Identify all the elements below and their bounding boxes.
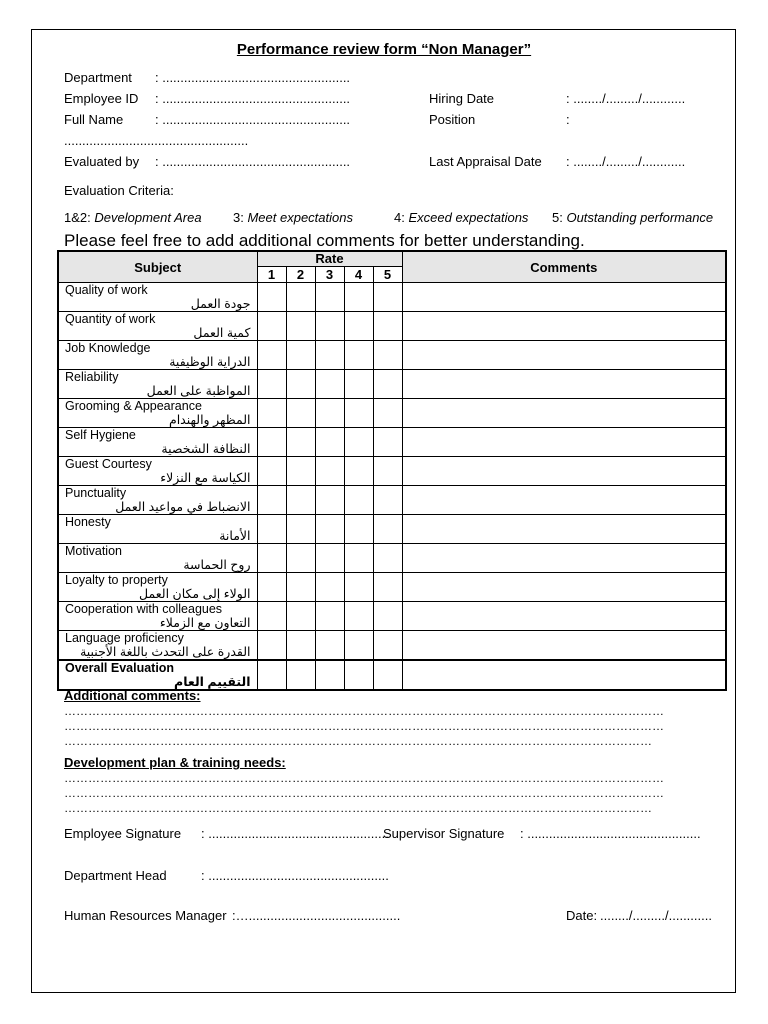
subject-english: Self Hygiene (65, 428, 136, 442)
employee-id-field[interactable]: : .................................................... (155, 91, 351, 106)
subject-cell (58, 312, 257, 341)
subject-arabic: الدراية الوظيفية (169, 355, 251, 369)
comment-cell[interactable] (402, 660, 726, 690)
date-label: Date: (566, 908, 598, 923)
subject-cell (58, 660, 257, 690)
comment-cell[interactable] (402, 457, 726, 486)
position-label: Position (429, 112, 476, 127)
rate-cell-4[interactable] (344, 341, 373, 370)
subject-arabic: الانضباط في مواعيد العمل (115, 500, 251, 514)
rate-cell-1[interactable] (257, 573, 286, 602)
subject-english: Job Knowledge (65, 341, 151, 355)
department-head-field[interactable]: : .................................................. (201, 868, 389, 883)
subject-arabic: جودة العمل (190, 297, 251, 311)
rate-cell-1[interactable] (257, 602, 286, 631)
rate-cell-5[interactable] (373, 428, 402, 457)
development-plan-line-3[interactable]: ………………………………………………………………………………………………………………………………… (64, 801, 652, 815)
rate-cell-3[interactable] (315, 312, 344, 341)
table-row (58, 312, 726, 341)
rate-cell-5[interactable] (373, 283, 402, 312)
rate-col-3: 3 (315, 267, 344, 283)
subject-english: Language proficiency (65, 631, 184, 645)
subject-arabic: الكياسة مع النزلاء (160, 471, 251, 485)
table-row (58, 283, 726, 312)
subject-arabic: كمية العمل (193, 326, 251, 340)
table-row (58, 602, 726, 631)
rate-cell-5[interactable] (373, 515, 402, 544)
development-plan-heading: Development plan & training needs: (64, 755, 286, 770)
evaluated-by-field[interactable]: : .................................................... (155, 154, 351, 169)
rate-cell-3[interactable] (315, 602, 344, 631)
rate-cell-4[interactable] (344, 660, 373, 690)
rate-cell-3[interactable] (315, 341, 344, 370)
subject-arabic: التقييم العام (174, 675, 251, 689)
subject-cell (58, 428, 257, 457)
rate-cell-1[interactable] (257, 544, 286, 573)
rate-cell-1[interactable] (257, 631, 286, 661)
date-field[interactable]: ......../........./............ (600, 908, 712, 923)
department-field[interactable]: : .................................................... (155, 70, 351, 85)
rate-cell-5[interactable] (373, 631, 402, 661)
criteria-key: 5: (552, 210, 563, 225)
subject-english: Honesty (65, 515, 111, 529)
subject-arabic: النظافة الشخصية (161, 442, 251, 456)
rate-cell-1[interactable] (257, 486, 286, 515)
criteria-text: Outstanding performance (566, 210, 714, 225)
form-title: Performance review form “Non Manager” (236, 41, 532, 58)
subject-english: Quantity of work (65, 312, 156, 326)
supervisor-signature-label: Supervisor Signature (383, 826, 505, 841)
comment-cell[interactable] (402, 428, 726, 457)
rate-cell-5[interactable] (373, 457, 402, 486)
rate-cell-2[interactable] (286, 573, 315, 602)
criteria-item-5 (552, 210, 713, 225)
subject-arabic: المظهر والهندام (168, 413, 251, 427)
subject-cell (58, 399, 257, 428)
rate-cell-1[interactable] (257, 428, 286, 457)
comment-cell[interactable] (402, 312, 726, 341)
rate-cell-1[interactable] (257, 515, 286, 544)
subject-cell (58, 341, 257, 370)
subject-english: Overall Evaluation (65, 661, 175, 675)
rate-cell-2[interactable] (286, 283, 315, 312)
rate-cell-4[interactable] (344, 457, 373, 486)
rate-cell-2[interactable] (286, 544, 315, 573)
table-row (58, 457, 726, 486)
department-head-label: Department Head (64, 868, 167, 883)
rate-cell-3[interactable] (315, 457, 344, 486)
comments-header: Comments (402, 251, 726, 283)
rate-cell-4[interactable] (344, 486, 373, 515)
comment-cell[interactable] (402, 602, 726, 631)
subject-cell (58, 515, 257, 544)
comments-notice: Please feel free to add additional comments for better understanding. (64, 231, 585, 250)
rate-cell-2[interactable] (286, 312, 315, 341)
rate-cell-5[interactable] (373, 660, 402, 690)
position-field[interactable]: : (566, 112, 570, 127)
criteria-item-3 (233, 210, 353, 225)
rating-table (57, 250, 727, 691)
table-row (58, 399, 726, 428)
table-row (58, 631, 726, 661)
rate-cell-3[interactable] (315, 283, 344, 312)
subject-header: Subject (58, 251, 257, 283)
comment-cell[interactable] (402, 631, 726, 661)
rate-cell-5[interactable] (373, 370, 402, 399)
criteria-text: Meet expectations (247, 210, 353, 225)
rate-cell-5[interactable] (373, 602, 402, 631)
rate-cell-3[interactable] (315, 428, 344, 457)
rate-cell-2[interactable] (286, 341, 315, 370)
rate-col-1: 1 (257, 267, 286, 283)
employee-signature-field[interactable]: : .................................................. (201, 826, 389, 841)
criteria-item-4 (394, 210, 528, 225)
subject-cell (58, 602, 257, 631)
rate-cell-4[interactable] (344, 631, 373, 661)
criteria-text: Development Area (94, 210, 202, 225)
rate-cell-3[interactable] (315, 573, 344, 602)
rate-cell-3[interactable] (315, 399, 344, 428)
subject-cell (58, 544, 257, 573)
rate-cell-2[interactable] (286, 660, 315, 690)
evaluated-by-label: Evaluated by (64, 154, 140, 169)
rate-cell-4[interactable] (344, 283, 373, 312)
table-row (58, 544, 726, 573)
last-appraisal-field[interactable]: : ......../........./............ (566, 154, 686, 169)
overall-evaluation-row (58, 660, 726, 690)
full-name-label: Full Name (64, 112, 124, 127)
comment-cell[interactable] (402, 573, 726, 602)
rate-col-4: 4 (344, 267, 373, 283)
rate-cell-1[interactable] (257, 370, 286, 399)
criteria-text: Exceed expectations (408, 210, 529, 225)
additional-comments-line-3[interactable]: ………………………………………………………………………………………………………………………………… (64, 734, 652, 748)
rate-cell-3[interactable] (315, 515, 344, 544)
table-row (58, 573, 726, 602)
rate-cell-3[interactable] (315, 370, 344, 399)
rate-cell-2[interactable] (286, 428, 315, 457)
supervisor-signature-field[interactable]: : ................................................ (520, 826, 701, 841)
comment-cell[interactable] (402, 399, 726, 428)
rate-cell-2[interactable] (286, 515, 315, 544)
full-name-field[interactable]: : .................................................... (155, 112, 351, 127)
rate-cell-3[interactable] (315, 631, 344, 661)
rate-cell-2[interactable] (286, 602, 315, 631)
rate-cell-4[interactable] (344, 312, 373, 341)
rate-cell-3[interactable] (315, 544, 344, 573)
rate-col-2: 2 (286, 267, 315, 283)
rate-cell-4[interactable] (344, 544, 373, 573)
table-row (58, 515, 726, 544)
rate-cell-5[interactable] (373, 573, 402, 602)
subject-cell (58, 631, 257, 661)
comment-cell[interactable] (402, 341, 726, 370)
hr-manager-field[interactable]: :….......................................... (232, 908, 401, 923)
rate-cell-5[interactable] (373, 486, 402, 515)
comment-cell[interactable] (402, 370, 726, 399)
rate-cell-1[interactable] (257, 341, 286, 370)
subject-arabic: روح الحماسة (183, 558, 251, 572)
employee-id-label: Employee ID (64, 91, 139, 106)
subject-english: Reliability (65, 370, 119, 384)
development-plan-line-2[interactable]: …………………………………………………………………………………………………………………………………… (64, 786, 664, 800)
rate-cell-2[interactable] (286, 486, 315, 515)
table-row (58, 486, 726, 515)
subject-english: Quality of work (65, 283, 148, 297)
subject-cell (58, 283, 257, 312)
subject-arabic: الأمانة (219, 529, 251, 543)
rate-cell-5[interactable] (373, 544, 402, 573)
subject-cell (58, 457, 257, 486)
rate-cell-1[interactable] (257, 312, 286, 341)
rate-cell-2[interactable] (286, 399, 315, 428)
criteria-key: 1&2: (64, 210, 91, 225)
comment-cell[interactable] (402, 515, 726, 544)
comment-cell[interactable] (402, 544, 726, 573)
rate-cell-4[interactable] (344, 602, 373, 631)
rate-cell-5[interactable] (373, 312, 402, 341)
rate-cell-1[interactable] (257, 283, 286, 312)
rate-cell-2[interactable] (286, 631, 315, 661)
subject-arabic: الولاء إلى مكان العمل (139, 587, 251, 601)
table-row (58, 341, 726, 370)
rate-cell-2[interactable] (286, 457, 315, 486)
subject-english: Guest Courtesy (65, 457, 152, 471)
employee-signature-label: Employee Signature (64, 826, 182, 841)
rate-cell-5[interactable] (373, 341, 402, 370)
subject-cell (58, 573, 257, 602)
subject-arabic: التعاون مع الزملاء (159, 616, 251, 630)
subject-english: Loyalty to property (65, 573, 168, 587)
development-plan-line-1[interactable]: …………………………………………………………………………………………………………………………………… (64, 771, 664, 785)
subject-english: Cooperation with colleagues (65, 602, 223, 616)
rate-header: Rate (257, 251, 402, 267)
rate-cell-4[interactable] (344, 515, 373, 544)
rate-cell-4[interactable] (344, 428, 373, 457)
additional-comments-line-2[interactable]: …………………………………………………………………………………………………………………………………… (64, 719, 664, 733)
rate-cell-1[interactable] (257, 660, 286, 690)
additional-comments-heading: Additional comments: (64, 688, 201, 703)
rate-cell-4[interactable] (344, 370, 373, 399)
comment-cell[interactable] (402, 486, 726, 515)
rate-cell-1[interactable] (257, 399, 286, 428)
rate-col-5: 5 (373, 267, 402, 283)
hr-manager-label: Human Resources Manager (64, 908, 227, 923)
subject-arabic: القدرة على التحدث باللغة الأجنبية (80, 645, 251, 659)
table-row (58, 370, 726, 399)
rate-cell-3[interactable] (315, 486, 344, 515)
department-label: Department (64, 70, 132, 85)
subject-english: Punctuality (65, 486, 127, 500)
rate-cell-1[interactable] (257, 457, 286, 486)
rate-cell-3[interactable] (315, 660, 344, 690)
table-row (58, 428, 726, 457)
subject-cell (58, 370, 257, 399)
hiring-date-field[interactable]: : ......../........./............ (566, 91, 686, 106)
additional-comments-line-1[interactable]: …………………………………………………………………………………………………………………………………… (64, 704, 664, 718)
rate-cell-4[interactable] (344, 399, 373, 428)
criteria-key: 3: (233, 210, 244, 225)
subject-english: Grooming & Appearance (65, 399, 202, 413)
full-name-continuation[interactable]: ................................................... (64, 133, 249, 148)
subject-cell (58, 486, 257, 515)
subject-english: Motivation (65, 544, 122, 558)
rate-cell-5[interactable] (373, 399, 402, 428)
rate-cell-4[interactable] (344, 573, 373, 602)
criteria-key: 4: (394, 210, 405, 225)
criteria-heading: Evaluation Criteria: (64, 183, 174, 198)
last-appraisal-label: Last Appraisal Date (429, 154, 542, 169)
criteria-item-1 (64, 210, 202, 225)
rate-cell-2[interactable] (286, 370, 315, 399)
subject-arabic: المواظبة على العمل (146, 384, 251, 398)
hiring-date-label: Hiring Date (429, 91, 495, 106)
comment-cell[interactable] (402, 283, 726, 312)
